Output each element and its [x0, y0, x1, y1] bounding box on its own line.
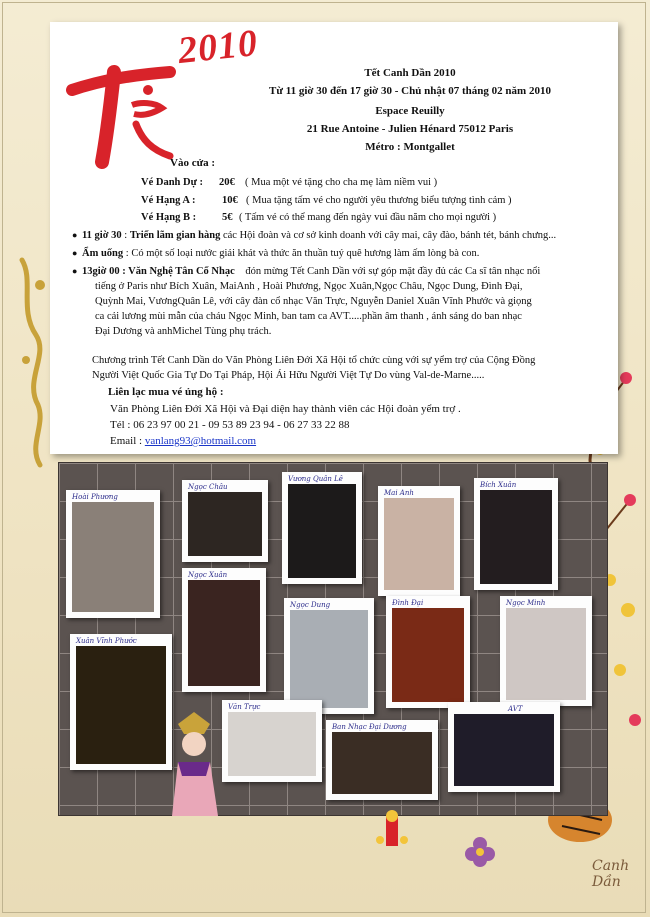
photo-caption: Đình Đại: [392, 599, 424, 607]
artist-photo: [326, 720, 438, 800]
photo-caption: Ngọc Dung: [290, 601, 331, 609]
event-metro: Métro : Montgallet: [365, 141, 455, 153]
program-text: đón mừng Tết Canh Dần với sự góp mặt đầy đủ các Ca sĩ tân nhạc nổi: [245, 266, 541, 277]
artist-photo: [378, 486, 460, 596]
organizer-line: Chương trình Tết Canh Dần do Văn Phòng Liên Đới Xã Hội tổ chức cùng với sự yểm trợ của Cộng Đồng: [92, 355, 536, 366]
artist-photo: [66, 490, 160, 618]
contact-phones: Tél : 06 23 97 00 21 - 09 53 89 23 94 - 06 27 33 22 88: [110, 419, 350, 431]
program-text-line: ca cải lương mùi mẫn của cháu Ngọc Minh, ban tam ca AVT.....phần âm thanh , ánh sáng do ban nhạc: [95, 311, 522, 322]
contact-email-row: [110, 435, 256, 448]
photo-image: [454, 714, 554, 786]
costumed-performer-image: [158, 712, 230, 816]
contact-heading: Liên lạc mua vé ủng hộ :: [108, 386, 224, 398]
photo-image: [188, 492, 262, 556]
photo-image: [392, 608, 464, 702]
year-title: 2010: [176, 21, 260, 73]
photo-caption: Hoài Phương: [72, 493, 118, 501]
program-time: 13giờ 00: [82, 266, 120, 277]
contact-office: Văn Phòng Liên Đới Xã Hội và Đại diện hay thành viên các Hội đoàn yểm trợ .: [110, 403, 461, 415]
email-label: Email :: [110, 435, 143, 447]
artist-photo: [474, 478, 558, 590]
photo-caption: Văn Trực: [228, 703, 261, 711]
program-text-line: tiếng ở Paris như Bích Xuân, MaiAnh , Hoài Phương, Ngọc Xuân,Ngọc Châu, Ngọc Dung, Đình Đại,: [95, 281, 523, 292]
program-text: Có một số loại nước giải khát và thức ăn thuần tuý quê hương làm ấm lòng bà con.: [131, 248, 480, 259]
photo-image: [480, 490, 552, 584]
ticket-desc: ( Mua tặng tấm vé cho người yêu thương biểu tượng tình cảm ): [246, 195, 512, 206]
photo-image: [290, 610, 368, 708]
event-title: Tết Canh Dần 2010: [364, 67, 456, 79]
photo-image: [506, 608, 586, 700]
artist-photo: [182, 480, 268, 562]
photo-caption: Vương Quân Lê: [288, 475, 343, 483]
photo-image: [332, 732, 432, 794]
photo-image: [288, 484, 356, 578]
program-item-music: [82, 265, 540, 278]
program-title: Văn Nghệ Tân Cổ Nhạc: [128, 266, 235, 277]
tickets-heading: Vào cửa :: [170, 157, 216, 169]
event-address: 21 Rue Antoine - Julien Hénard 75012 Paris: [306, 123, 514, 135]
photo-image: [228, 712, 316, 776]
program-text-line: Quỳnh Mai, VươngQuân Lê, với cây đàn cổ nhạc Văn Trực, Nguyễn Daniel Xuân Vĩnh Phước và giọng: [95, 296, 532, 307]
artist-photo: [182, 568, 266, 692]
program-item-expo: [82, 229, 556, 242]
program-time: 11 giờ 30: [82, 230, 122, 241]
photo-caption: Ngọc Châu: [188, 483, 228, 491]
photo-caption: Xuân Vĩnh Phước: [76, 637, 137, 645]
program-item-food: [82, 247, 479, 260]
bullet-icon: ●: [72, 266, 78, 276]
organizer-line: Người Việt Quốc Gia Tự Do Tại Pháp, Hội Ái Hữu Người Việt Tự Do vùng Val-de-Marne.....: [92, 370, 485, 381]
bullet-icon: ●: [72, 230, 78, 240]
artist-photo: [386, 596, 470, 708]
separator: :: [122, 266, 129, 277]
artist-photo: [282, 472, 362, 584]
left-calligraphy: [14, 240, 54, 470]
ticket-label: Vé Danh Dự :: [141, 177, 204, 188]
photo-image: [76, 646, 166, 764]
separator: :: [124, 230, 130, 241]
program-text-line: Đại Dương và anhMichel Tùng phụ trách.: [95, 326, 272, 337]
event-venue: Espace Reuilly: [375, 105, 445, 117]
ticket-price: 20€: [219, 177, 235, 188]
ticket-desc: ( Tấm vé có thể mang đến ngày vui đầu năm cho mọi người ): [239, 212, 497, 223]
separator: :: [125, 248, 132, 259]
flower-icon: [462, 834, 498, 870]
artist-photo: [70, 634, 172, 770]
program-text: các Hội đoàn và cơ sở kinh doanh với cây mai, cây đào, bánh tét, bánh chưng...: [222, 230, 557, 241]
photo-caption: Bích Xuân: [480, 481, 517, 489]
firecracker-icon: [372, 810, 412, 854]
photo-caption: Ngọc Minh: [506, 599, 546, 607]
program-title: Ẩm uống: [82, 248, 124, 259]
event-time: Từ 11 giờ 30 đến 17 giờ 30 - Chủ nhật 07 tháng 02 năm 2010: [269, 85, 551, 97]
ticket-label: Vé Hạng B :: [141, 212, 197, 223]
ticket-desc: ( Mua một vé tặng cho cha mẹ làm niềm vui ): [245, 177, 438, 188]
artist-photo: [500, 596, 592, 706]
photo-caption: Ngọc Xuân: [188, 571, 228, 579]
artist-photo: [222, 700, 322, 782]
artist-photo: [448, 702, 560, 792]
bullet-icon: ●: [72, 248, 78, 258]
bottom-logo-text: Canh Dần: [592, 858, 630, 890]
photo-caption: Mai Anh: [384, 489, 414, 497]
photo-caption: AVT: [508, 705, 523, 713]
artist-photo: [284, 598, 374, 714]
ticket-label: Vé Hạng A :: [141, 195, 196, 206]
photo-image: [188, 580, 260, 686]
ticket-price: 10€: [222, 195, 238, 206]
photo-caption: Ban Nhạc Đại Dương: [332, 723, 407, 731]
ticket-price: 5€: [222, 212, 233, 223]
program-title: Triển lãm gian hàng: [129, 230, 221, 241]
email-link[interactable]: vanlang93@hotmail.com: [144, 435, 257, 447]
tet-calligraphy-logo: [62, 50, 182, 170]
photo-image: [384, 498, 454, 590]
photo-image: [72, 502, 154, 612]
